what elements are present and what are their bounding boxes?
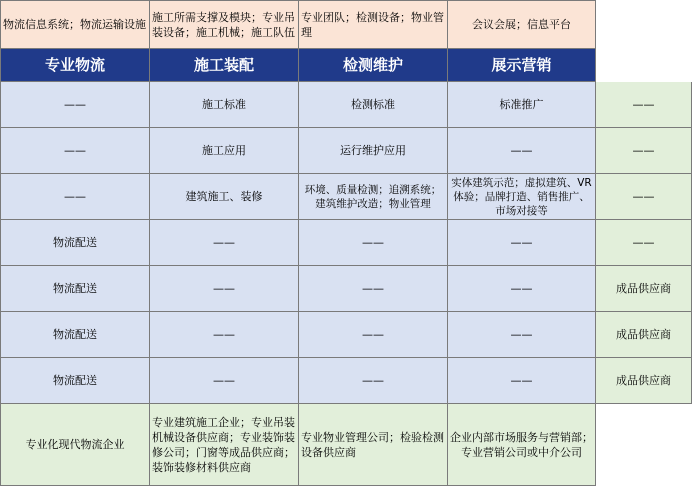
table-cell: —— — [0, 174, 150, 220]
bottom-cell-blank — [596, 404, 692, 486]
bottom-cell-marketing: 企业内部市场服务与营销部；专业营销公司或中介公司 — [448, 404, 596, 486]
table-cell: 物流配送 — [0, 312, 150, 358]
table-cell: 检测标准 — [299, 82, 448, 128]
header-construction: 施工装配 — [150, 49, 299, 82]
table-cell: 物流配送 — [0, 358, 150, 404]
table-cell: —— — [150, 358, 299, 404]
table-cell: —— — [448, 312, 596, 358]
table-cell: —— — [150, 220, 299, 266]
table-cell: —— — [299, 358, 448, 404]
top-cell-construction: 施工所需支撑及模块；专业吊装设备；施工机械；施工队伍 — [150, 0, 299, 49]
table-cell: 施工标准 — [150, 82, 299, 128]
table-cell: —— — [596, 220, 692, 266]
top-cell-inspection: 专业团队；检测设备；物业管理 — [299, 0, 448, 49]
header-marketing: 展示营销 — [448, 49, 596, 82]
table-cell: —— — [0, 82, 150, 128]
table-cell: —— — [448, 266, 596, 312]
table-cell: —— — [150, 312, 299, 358]
top-cell-marketing: 会议会展；信息平台 — [448, 0, 596, 49]
table-cell: 施工应用 — [150, 128, 299, 174]
bottom-cell-logistics: 专业化现代物流企业 — [0, 404, 150, 486]
top-cell-blank — [596, 0, 692, 49]
header-blank — [596, 49, 692, 82]
table-cell: 运行维护应用 — [299, 128, 448, 174]
table-cell: —— — [448, 358, 596, 404]
table-cell: 标准推广 — [448, 82, 596, 128]
header-inspection: 检测维护 — [299, 49, 448, 82]
table-cell: 环境、质量检测；追溯系统；建筑维护改造；物业管理 — [299, 174, 448, 220]
bottom-cell-construction: 专业建筑施工企业；专业吊装机械设备供应商；专业装饰装修公司；门窗等成品供应商；装饰装修材料供应商 — [150, 404, 299, 486]
table-cell: 物流配送 — [0, 266, 150, 312]
table-cell: —— — [596, 174, 692, 220]
top-cell-logistics: 物流信息系统；物流运输设施 — [0, 0, 150, 49]
table-cell: —— — [299, 266, 448, 312]
table-cell: 建筑施工、装修 — [150, 174, 299, 220]
table-cell: —— — [0, 128, 150, 174]
table-cell: —— — [448, 220, 596, 266]
table-cell: —— — [596, 82, 692, 128]
table-cell: 成品供应商 — [596, 266, 692, 312]
table-cell: 成品供应商 — [596, 358, 692, 404]
table-cell: —— — [299, 220, 448, 266]
table-cell: —— — [596, 128, 692, 174]
table-cell: —— — [150, 266, 299, 312]
table-cell: 实体建筑示范；虚拟建筑、VR体验；品牌打造、销售推广、市场对接等 — [448, 174, 596, 220]
header-logistics: 专业物流 — [0, 49, 150, 82]
table-cell: —— — [299, 312, 448, 358]
bottom-cell-inspection: 专业物业管理公司；检验检测设备供应商 — [299, 404, 448, 486]
table-cell: —— — [448, 128, 596, 174]
table-cell: 物流配送 — [0, 220, 150, 266]
table-cell: 成品供应商 — [596, 312, 692, 358]
